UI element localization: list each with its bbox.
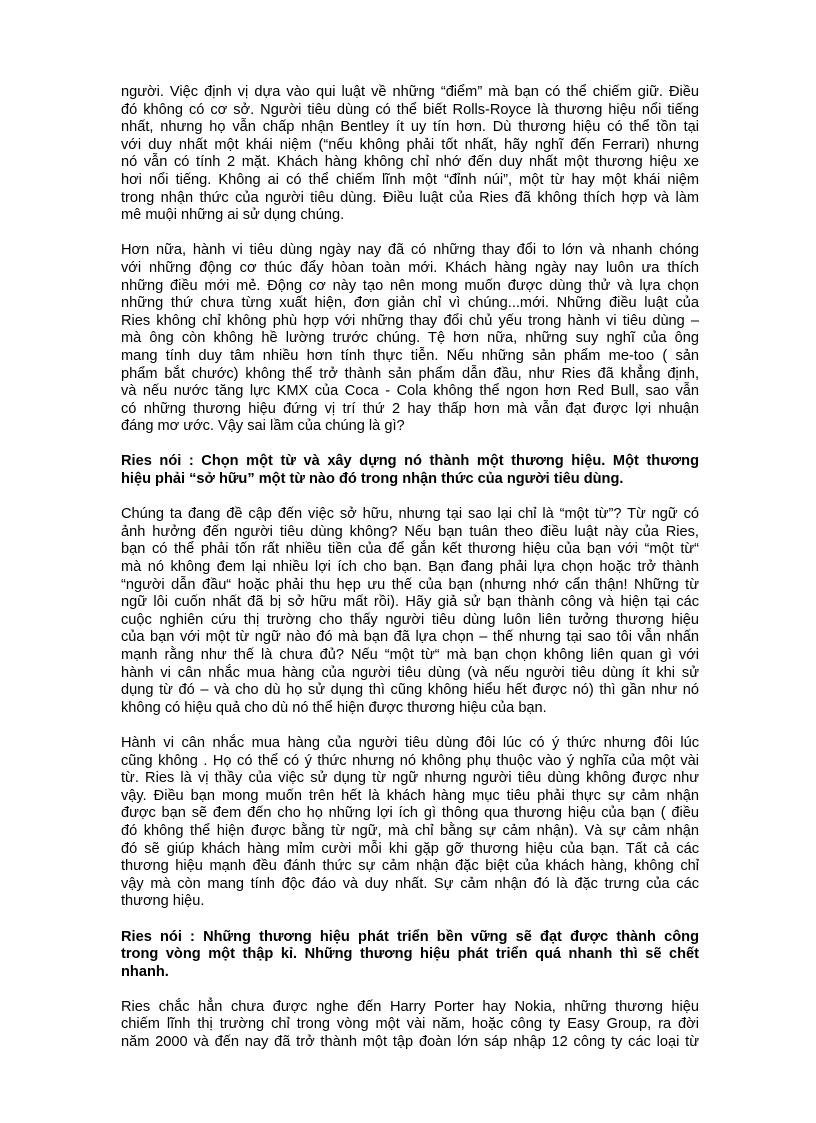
- text-line: hành vi cân nhắc mua hàng của người tiêu dùng (và nếu người tiêu dùng ít khi sử: [121, 664, 699, 681]
- text-line: đó không thể hiện được bằng từ ngữ, mà chỉ bằng sự cảm nhận). Và sự cảm nhận: [121, 822, 699, 839]
- text-line: Hành vi cân nhắc mua hàng của người tiêu dùng đôi lúc có ý thức nhưng đôi lúc: [121, 734, 699, 751]
- text-line: cuộc nghiên cứu thị trường cho thấy người tiêu dùng luôn liên tưởng thương hiệu: [121, 611, 699, 628]
- text-line: của bạn với một từ ngữ nào đó mà bạn đã lựa chọn – thế nhưng tại sao tôi vẫn nhấn: [121, 629, 699, 646]
- body-paragraph: [121, 242, 699, 436]
- text-line: mà nó không đem lại nhiều lợi ích cho bạn. Bạn đang phải lựa chọn hoặc trở thành: [121, 559, 699, 576]
- body-paragraph: [121, 999, 699, 1052]
- text-line: nó vẫn có tính 2 mặt. Khách hàng không chỉ nhớ đến duy nhất một thương hiệu xe: [121, 154, 699, 171]
- text-line: mà ông còn không hề lường trước chúng. Tệ hơn nữa, những suy nghĩ của ông: [121, 330, 699, 347]
- paragraph-spacer: [121, 225, 699, 243]
- text-line: dụng từ đó – và cho dù họ sử dụng thì cũng không hiểu hết được nó) thì gần như nó: [121, 682, 699, 699]
- text-line: thương hiệu mạnh đều đánh thức sự cảm nhận đặc biệt của khách hàng, không chỉ: [121, 858, 699, 875]
- document-page: [121, 84, 699, 1052]
- text-line: nhất, nhưng họ vẫn chấp nhận Bentley ít uy tín hơn. Dù thương hiệu có thể tồn tại: [121, 119, 699, 136]
- text-line: chiếm lĩnh thị trường chỉ trong vòng một vài năm, hoặc công ty Easy Group, ra đời: [121, 1016, 699, 1033]
- text-line: đó không có cơ sở. Người tiêu dùng có thể biết Rolls-Royce là thương hiệu nổi tiếng: [121, 101, 699, 118]
- text-line: thương hiệu.: [121, 893, 205, 910]
- body-paragraph: [121, 84, 699, 225]
- text-line: trong vòng một thập kỉ. Những thương hiệu phát triển quá nhanh thì sẽ chết: [121, 946, 699, 963]
- text-line: mạnh rằng như thế là chưa đủ? Nếu “một từ“ mà bạn chọn không liên quan gì với: [121, 647, 699, 663]
- paragraph-spacer: [121, 981, 699, 999]
- paragraph-spacer: [121, 911, 699, 929]
- paragraph-spacer: [121, 489, 699, 507]
- text-line: hơi nổi tiếng. Không ai có thể chiếm lĩnh một “đỉnh núi”, một từ hay một khái niệm: [121, 171, 699, 188]
- section-heading: [121, 453, 699, 488]
- document-body: [121, 84, 699, 1052]
- text-line: “người dẫn đầu“ hoặc phải thu hẹp ưu thế của bạn (nhưng nhớ cẩn thận! Những từ: [121, 576, 699, 593]
- text-line: mê muội những ai sử dụng chúng.: [121, 207, 345, 224]
- text-line: Chúng ta đang đề cập đến việc sở hữu, nhưng tại sao lại chỉ là “một từ”? Từ ngữ có: [121, 506, 699, 523]
- text-line: Ries nói : Chọn một từ và xây dựng nó thành một thương hiệu. Một thương: [121, 453, 699, 470]
- text-line: được bạn sẽ đem đến cho họ những lợi ích gì thông qua thương hiệu của bạn ( điều: [121, 805, 699, 822]
- text-line: với những động cơ thúc đẩy hòan toàn mới. Khách hàng ngày nay luôn ưa thích: [121, 259, 699, 276]
- paragraph-spacer: [121, 436, 699, 454]
- text-line: vậy mà còn mang tính độc đáo và duy nhất. Sự cảm nhận đó là đặc trưng của các: [121, 875, 699, 892]
- text-line: và nếu nước tăng lực KMX của Coca - Cola không thể ngon hơn Red Bull, sao vẫn: [121, 383, 699, 400]
- body-paragraph: [121, 735, 699, 911]
- text-line: phẩm bắt chước) không thể trở thành sản phẩm dẫn đầu, như Ries đã khẳng định,: [121, 365, 699, 382]
- text-line: năm 2000 và đến nay đã trở thành một tập đoàn lớn sáp nhập 12 công ty các loại từ: [121, 1034, 699, 1051]
- text-line: từ. Ries là vị thầy của việc sử dụng từ ngữ nhưng người tiêu dùng không được như: [121, 770, 699, 787]
- text-line: Ries chắc hẳn chưa được nghe đến Harry Porter hay Nokia, những thương hiệu: [121, 998, 699, 1015]
- text-line: những điều mới mẻ. Động cơ này tạo nên mong muốn được dùng thử và lựa chọn: [121, 277, 699, 294]
- text-line: cũng không . Họ có thể có ý thức nhưng nó không phụ thuộc vào ý nghĩa của một vài: [121, 752, 699, 769]
- text-line: Hơn nữa, hành vi tiêu dùng ngày nay đã có những thay đổi to lớn và nhanh chóng: [121, 242, 699, 259]
- section-heading: [121, 929, 699, 982]
- text-line: ảnh hưởng đến người tiêu dùng không? Nếu bạn tuân theo điều luật này của Ries,: [121, 523, 699, 540]
- text-line: đáng mơ ước. Vậy sai lầm của chúng là gì?: [121, 418, 405, 435]
- text-line: ngữ lôi cuốn nhất đã bị sở hữu mất rồi). Hãy giả sử bạn thành công và hiện tại các: [121, 594, 699, 611]
- text-line: với duy nhất một khái niệm (“nếu không phải tốt nhất, hãy nghĩ đến Ferrari) nhưng: [121, 136, 699, 153]
- text-line: không có hiệu quả cho dù nó thể hiện được thương hiệu của bạn.: [121, 699, 547, 716]
- text-line: có những thương hiệu đứng vị trí thứ 2 hay thấp hơn mà vẫn đạt được lợi nhuận: [121, 400, 699, 417]
- text-line: Ries không chỉ không phù hợp với những thay đổi chủ yếu trong hành vi tiêu dùng –: [121, 312, 699, 329]
- text-line: vậy. Điều bạn mong muốn trên hết là khách hàng mục tiêu phải thực sự cảm nhận: [121, 787, 699, 804]
- text-line: bạn có thể phải tốn rất nhiều tiền của để gắn kết thương hiệu của bạn với “một từ“: [121, 541, 699, 558]
- text-line: đó sẽ giúp khách hàng mỉm cười mỗi khi gặp gỡ thương hiệu của bạn. Tất cả các: [121, 840, 699, 857]
- text-line: Ries nói : Những thương hiệu phát triển bền vững sẽ đạt được thành công: [121, 928, 699, 945]
- body-paragraph: [121, 506, 699, 717]
- text-line: người. Việc định vị dựa vào qui luật về những “điểm” mà bạn có thể chiếm giữ. Điều: [121, 84, 699, 100]
- text-line: hiệu phải “sở hữu” một từ nào đó trong nhận thức của người tiêu dùng.: [121, 471, 624, 488]
- text-line: những thứ chưa từng xuất hiện, đơn giản chỉ vì chúng...mới. Những điều luật của: [121, 295, 699, 312]
- paragraph-spacer: [121, 717, 699, 735]
- text-line: trong nhận thức của người tiêu dùng. Điều luật của Ries đã không thích hợp và làm: [121, 189, 699, 206]
- text-line: mang tính duy tâm nhiều hơn tính thực tiễn. Nếu những sản phẩm me-too ( sản: [121, 347, 699, 364]
- text-line: nhanh.: [121, 963, 169, 980]
